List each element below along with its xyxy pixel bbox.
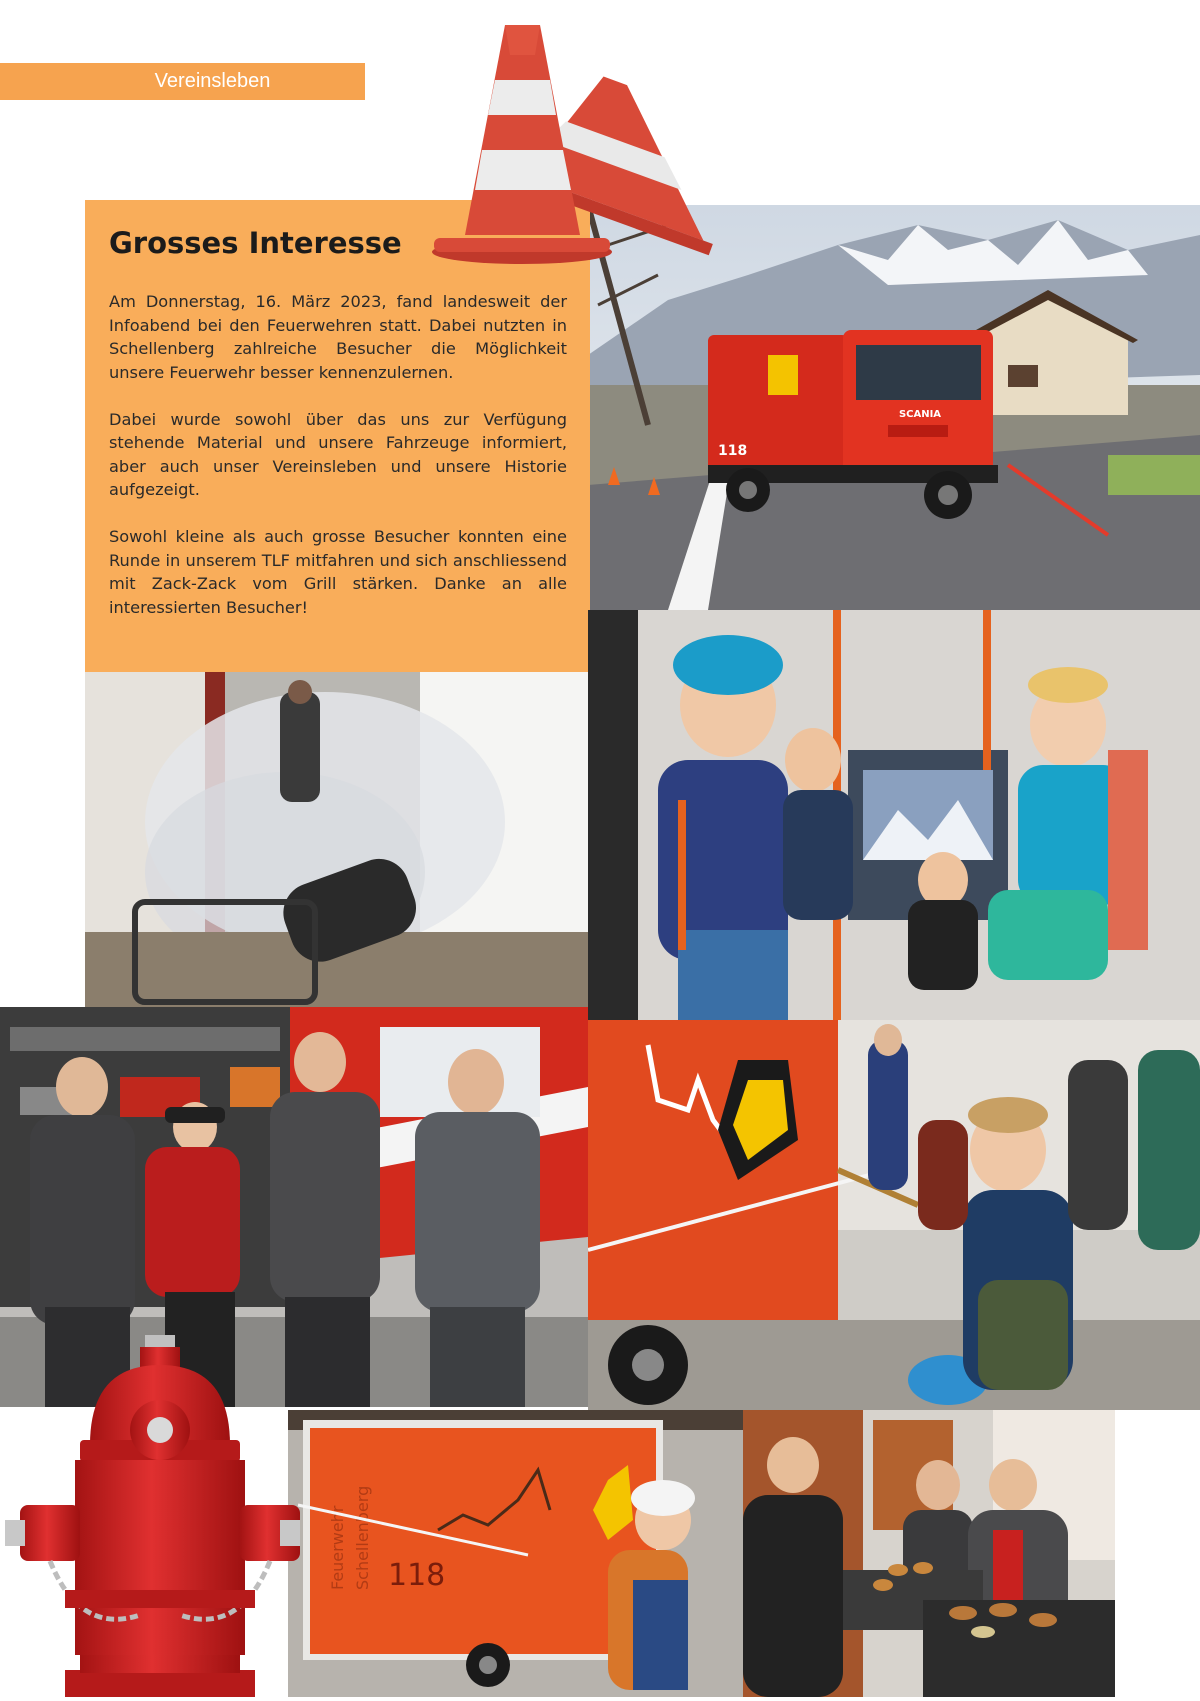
truck-number-text: 118 xyxy=(718,443,748,459)
trailer-number-text: 118 xyxy=(388,1558,446,1593)
photo-children-in-cab xyxy=(588,610,1200,1020)
trailer-text-schellenberg: Schellenberg xyxy=(353,1485,372,1590)
photo-boy-spraying xyxy=(588,1020,1200,1410)
truck-brand-text: SCANIA xyxy=(898,409,942,420)
article-paragraph: Am Donnerstag, 16. März 2023, fand landesweit der Infoabend bei den Feuerwehren statt. Dabei nutzten in Schellenberg zahlreiche Besucher die Möglichkeit unsere Feuerwehr besser kennenzulernen. xyxy=(109,292,567,382)
section-tag xyxy=(0,63,365,100)
photo-grill xyxy=(743,1410,1115,1697)
fire-hydrant-illustration xyxy=(0,1335,300,1697)
trailer-text-feuerwehr: Feuerwehr xyxy=(328,1505,347,1590)
section-label: Vereinsleben xyxy=(154,70,271,92)
traffic-cones-illustration xyxy=(430,20,780,270)
article-box xyxy=(85,200,590,672)
article-paragraph: Dabei wurde sowohl über das uns zur Verfügung stehende Material und unsere Fahrzeuge informiert, aber auch unser Vereinsleben und unsere Historie aufgezeigt. xyxy=(109,409,567,499)
article-body xyxy=(109,290,567,643)
article-title: Grosses Interesse xyxy=(109,226,402,260)
photo-smoke-training xyxy=(85,672,588,1007)
photo-child-with-hose xyxy=(288,1410,743,1697)
article-paragraph: Sowohl kleine als auch grosse Besucher konnten eine Runde in unserem TLF mitfahren und sich anschliessend mit Zack-Zack vom Grill stärken. Danke an alle interessierten Besucher! xyxy=(109,527,567,617)
